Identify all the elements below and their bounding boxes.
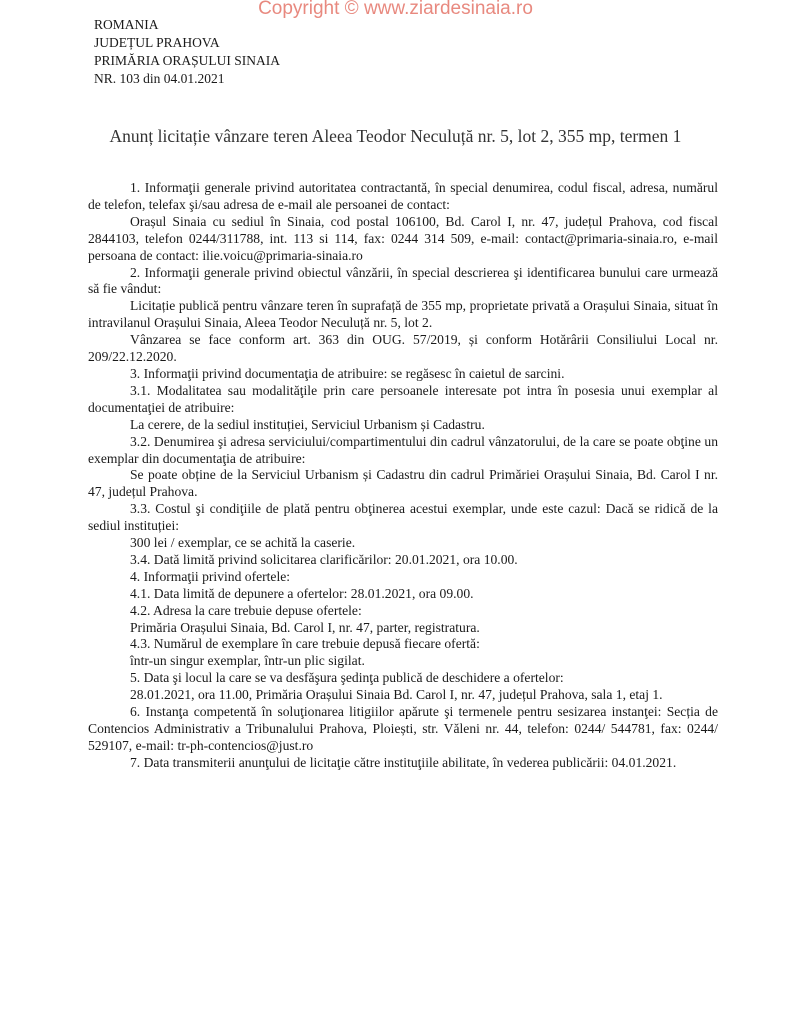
header-county: JUDEȚUL PRAHOVA	[94, 35, 220, 50]
paragraph: Vânzarea se face conform art. 363 din OUG. 57/2019, și conform Hotărârii Consiliului Local nr. 209/22.12.2020.	[88, 332, 718, 365]
paragraph: Se poate obține de la Serviciul Urbanism și Cadastru din cadrul Primăriei Orașului Sinaia, Bd. Carol I nr. 47, județul Prahova.	[88, 467, 718, 500]
paragraph: 3.4. Dată limită privind solicitarea clarificărilor: 20.01.2021, ora 10.00.	[130, 551, 518, 567]
copyright-watermark: Copyright © www.ziardesinaia.ro	[258, 0, 533, 19]
paragraph: 2. Informaţii generale privind obiectul vânzării, în special descrierea şi identificarea bunului care urmează să fie vândut:	[88, 264, 718, 297]
paragraph: 4.2. Adresa la care trebuie depuse ofertele:	[130, 602, 362, 618]
paragraph: 300 lei / exemplar, ce se achită la caserie.	[130, 535, 356, 551]
paragraph: 3.2. Denumirea şi adresa serviciului/compartimentului din cadrul vânzatorului, de la care se poate obţine un exemplar din documentaţia de atribuire:	[88, 433, 718, 466]
header-country: ROMANIA	[94, 17, 159, 32]
header-institution: PRIMĂRIA ORAȘULUI SINAIA	[94, 53, 281, 68]
paragraph: într-un singur exemplar, într-un plic sigilat.	[130, 653, 365, 669]
paragraph: 6. Instanţa competentă în soluţionarea litigiilor apărute şi termenele pentru sesizarea instanţei: Secția de Contencios Administrativ a Tribunalului Prahova, Ploiești, str. Văleni nr. 44, telefon: 0244/ 544781, fax: 0244/ 529107, e-mail: tr-ph-contencios@just.ro	[88, 704, 718, 753]
paragraph: 7. Data transmiterii anunţului de licitaţie către instituţiile abilitate, în vederea publicării: 04.01.2021.	[130, 754, 677, 770]
document-title: Anunț licitație vânzare teren Aleea Teodor Neculuță nr. 5, lot 2, 355 mp, termen 1	[109, 126, 682, 146]
paragraph: 4. Informaţii privind ofertele:	[130, 568, 291, 584]
paragraph: 5. Data şi locul la care se va desfăşura şedinţa publică de deschidere a ofertelor:	[130, 670, 564, 686]
header-registration-number: NR. 103 din 04.01.2021	[94, 71, 225, 86]
document-body	[88, 180, 718, 772]
document-header	[94, 16, 280, 88]
paragraph: 1. Informaţii generale privind autoritatea contractantă, în special denumirea, codul fiscal, adresa, numărul de telefon, telefax şi/sau adresa de e-mail ale persoanei de contact:	[88, 180, 718, 212]
paragraph: Licitație publică pentru vânzare teren în suprafață de 355 mp, proprietate privată a Orașului Sinaia, situat în intravilanul Orașului Sinaia, Aleea Teodor Neculuță nr. 5, lot 2.	[88, 298, 718, 331]
paragraph: 3.3. Costul şi condiţiile de plată pentru obţinerea acestui exemplar, unde este cazul: Dacă se ridică de la sediul instituției:	[88, 501, 718, 534]
paragraph: La cerere, de la sediul instituției, Serviciul Urbanism și Cadastru.	[130, 416, 485, 432]
paragraph: Orașul Sinaia cu sediul în Sinaia, cod postal 106100, Bd. Carol I, nr. 47, județul Prahova, cod fiscal 2844103, telefon 0244/311788, int. 113 si 114, fax: 0244 314 509, e-mail: contact@primaria-sinaia.ro, e-mail persoana de contact: ilie.voicu@primaria-sinaia.ro	[88, 213, 718, 263]
paragraph: 3. Informaţii privind documentaţia de atribuire: se regăsesc în caietul de sarcini.	[130, 365, 565, 381]
paragraph: Primăria Orașului Sinaia, Bd. Carol I, nr. 47, parter, registratura.	[130, 619, 480, 635]
paragraph: 3.1. Modalitatea sau modalităţile prin care persoanele interesate pot intra în posesia unui exemplar al documentaţiei de atribuire:	[88, 382, 718, 415]
paragraph: 4.3. Numărul de exemplare în care trebuie depusă fiecare ofertă:	[130, 636, 480, 652]
paragraph: 28.01.2021, ora 11.00, Primăria Orașului Sinaia Bd. Carol I, nr. 47, județul Prahova, sala 1, etaj 1.	[130, 687, 663, 703]
paragraph: 4.1. Data limită de depunere a ofertelor: 28.01.2021, ora 09.00.	[130, 585, 474, 601]
